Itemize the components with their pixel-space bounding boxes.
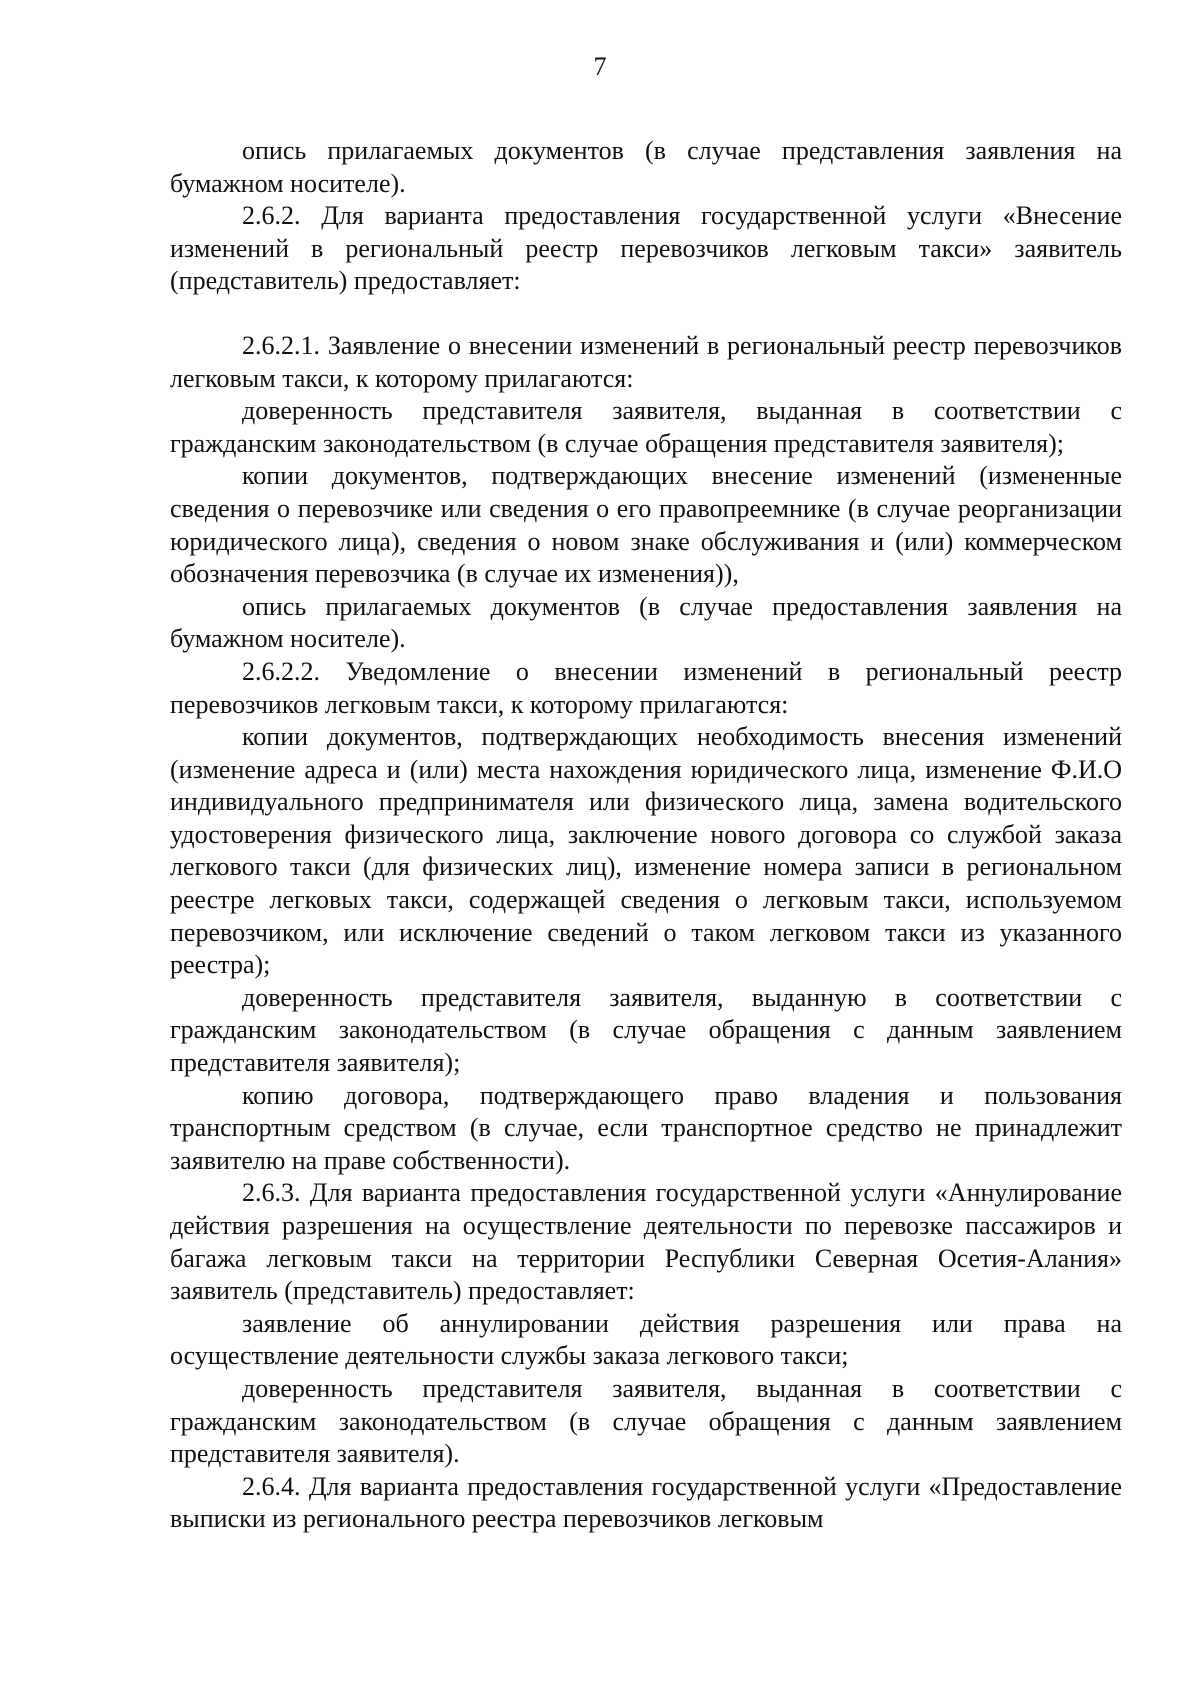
paragraph-power-of-attorney-2: доверенность представителя заявителя, выданную в соответствии с гражданским законодательством (в случае обращения с данным заявлением представителя заявителя); xyxy=(170,982,1122,1078)
document-body xyxy=(170,135,1122,1536)
paragraph-2-6-4: 2.6.4. Для варианта предоставления государственной услуги «Предоставление выписки из регионального реестра перевозчиков легковым xyxy=(170,1471,1122,1534)
paragraph-2-6-2-1: 2.6.2.1. Заявление о внесении изменений в региональный реестр перевозчиков легковым такси, к которому прилагаются: xyxy=(170,330,1122,393)
paragraph-power-of-attorney-1: доверенность представителя заявителя, выданная в соответствии с гражданским законодательством (в случае обращения представителя заявителя); xyxy=(170,396,1122,458)
paragraph-document-copies-1: копии документов, подтверждающих внесение изменений (измененные сведения о перевозчике или сведения о его правопреемнике (в случае реорганизации юридического лица), сведения о новом знаке обслуживания и (или) коммерческом обозначения перевозчика (в случае их изменения)), xyxy=(170,461,1122,589)
paragraph-annulment-application: заявление об аннулировании действия разрешения или права на осуществление деятельности службы заказа легкового такси; xyxy=(170,1308,1122,1371)
paragraph-2-6-2: 2.6.2. Для варианта предоставления государственной услуги «Внесение изменений в региональный реестр перевозчиков легковым такси» заявитель (представитель) предоставляет: xyxy=(170,201,1122,296)
paragraph-vehicle-contract: копию договора, подтверждающего право владения и пользования транспортным средством (в случае, если транспортное средство не принадлежит заявителю на праве собственности). xyxy=(170,1080,1122,1175)
paragraph-inventory-1: опись прилагаемых документов (в случае представления заявления на бумажном носителе). xyxy=(170,136,1122,198)
paragraph-power-of-attorney-3: доверенность представителя заявителя, выданная в соответствии с гражданским законодательством (в случае обращения с данным заявлением представителя заявителя). xyxy=(170,1373,1122,1469)
paragraph-inventory-2: опись прилагаемых документов (в случае предоставления заявления на бумажном носителе). xyxy=(170,591,1122,654)
paragraph-2-6-3: 2.6.3. Для варианта предоставления государственной услуги «Аннулирование действия разрешения на осуществление деятельности по перевозке пассажиров и багажа легковым такси на территории Республики Северная Осетия-Алания» заявитель (представитель) предоставляет: xyxy=(170,1178,1122,1306)
paragraph-document-copies-2: копии документов, подтверждающих необходимость внесения изменений (изменение адреса и (или) места нахождения юридического лица, изменение Ф.И.О индивидуального предпринимателя или физического лица, замена водительского удостоверения физического лица, заключение нового договора со службой заказа легкового такси (для физических лиц), изменение номера записи в региональном реестре легковых такси, содержащей сведения о легковым такси, используемом перевозчиком, или исключение сведений о таком легковом такси из указанного реестра); xyxy=(170,722,1122,980)
page-number: 7 xyxy=(593,52,607,81)
paragraph-2-6-2-2: 2.6.2.2. Уведомление о внесении изменений в региональный реестр перевозчиков легковым такси, к которому прилагаются: xyxy=(170,656,1122,719)
